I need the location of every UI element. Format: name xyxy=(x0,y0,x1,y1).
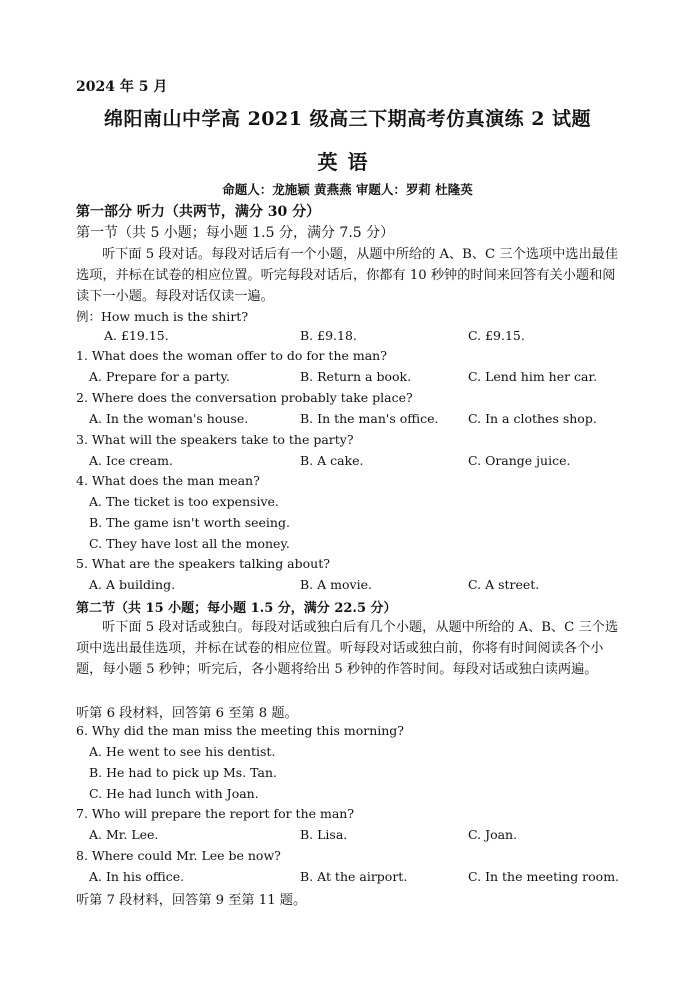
question-2: 2. Where does the conversation probably take place? xyxy=(76,390,413,405)
material-7-note: 听第 7 段材料，回答第 9 至第 11 题。 xyxy=(76,893,307,908)
q1-option-b: B. Return a book. xyxy=(300,369,412,384)
question-4: 4. What does the man mean? xyxy=(76,473,260,488)
q2-option-b: B. In the man's office. xyxy=(300,411,439,426)
q8-option-c: C. In the meeting room. xyxy=(468,869,620,884)
example-option-c: C. £9.15. xyxy=(468,328,525,343)
q6-option-b: B. He had to pick up Ms. Tan. xyxy=(89,765,277,780)
q5-option-c: C. A street. xyxy=(468,577,540,592)
q3-option-a: A. Ice cream. xyxy=(89,453,173,468)
question-3: 3. What will the speakers take to the party? xyxy=(76,432,354,447)
question-1: 1. What does the woman offer to do for the man? xyxy=(76,348,387,363)
part1-heading: 第一部分 听力（共两节，满分 30 分） xyxy=(76,204,321,220)
section2-heading: 第二节（共 15 小题；每小题 1.5 分，满分 22.5 分） xyxy=(76,601,397,616)
q6-option-c: C. He had lunch with Joan. xyxy=(89,786,259,801)
q8-option-a: A. In his office. xyxy=(89,869,185,884)
exam-subject: 英语 xyxy=(317,150,378,174)
question-5: 5. What are the speakers talking about? xyxy=(76,556,330,571)
q3-option-b: B. A cake. xyxy=(300,453,364,468)
question-8: 8. Where could Mr. Lee be now? xyxy=(76,848,281,863)
question-6: 6. Why did the man miss the meeting this morning? xyxy=(76,723,404,738)
example-option-a: A. £19.15. xyxy=(104,328,169,343)
section1-heading: 第一节（共 5 小题；每小题 1.5 分，满分 7.5 分） xyxy=(76,225,395,241)
example-option-b: B. £9.18. xyxy=(300,328,357,343)
q5-option-a: A. A building. xyxy=(89,577,176,592)
q4-option-a: A. The ticket is too expensive. xyxy=(89,494,279,509)
q7-option-c: C. Joan. xyxy=(468,827,518,842)
q6-option-a: A. He went to see his dentist. xyxy=(89,744,276,759)
section2-instructions: 听下面 5 段对话或独白。每段对话或独白后有几个小题，从题中所给的 A、B、C 三个选项中选出最佳选项，并标在试卷的相应位置。听每段对话或独白前，你将有时间阅读各个小题，每小题 5 秒钟；听完后，各小题将给出 5 秒钟的作答时间。每段对话或独白读两遍。 xyxy=(76,620,619,677)
exam-title: 绵阳南山中学高 2021 级高三下期高考仿真演练 2 试题 xyxy=(103,108,592,130)
q1-option-c: C. Lend him her car. xyxy=(468,369,598,384)
question-7: 7. Who will prepare the report for the man? xyxy=(76,806,355,821)
q4-option-b: B. The game isn't worth seeing. xyxy=(89,515,290,530)
q8-option-b: B. At the airport. xyxy=(300,869,408,884)
q2-option-a: A. In the woman's house. xyxy=(89,411,249,426)
exam-date: 2024 年 5 月 xyxy=(76,79,168,95)
section1-instructions: 听下面 5 段对话。每段对话后有一个小题，从题中所给的 A、B、C 三个选项中选出最佳选项，并标在试卷的相应位置。听完每段对话后，你都有 10 秒钟的时间来回答有关小题和阅读下一小题。每段对话仅读一遍。 xyxy=(76,247,619,304)
q7-option-b: B. Lisa. xyxy=(300,827,348,842)
q4-option-c: C. They have lost all the money. xyxy=(89,536,290,551)
q7-option-a: A. Mr. Lee. xyxy=(89,827,159,842)
exam-authors: 命题人：龙施颖 黄燕燕 审题人：罗莉 杜隆英 xyxy=(222,182,473,197)
example-question: 例：How much is the shirt? xyxy=(76,309,249,324)
q2-option-c: C. In a clothes shop. xyxy=(468,411,597,426)
q5-option-b: B. A movie. xyxy=(300,577,372,592)
q1-option-a: A. Prepare for a party. xyxy=(89,369,230,384)
material-6-note: 听第 6 段材料，回答第 6 至第 8 题。 xyxy=(76,706,298,721)
q3-option-c: C. Orange juice. xyxy=(468,453,571,468)
